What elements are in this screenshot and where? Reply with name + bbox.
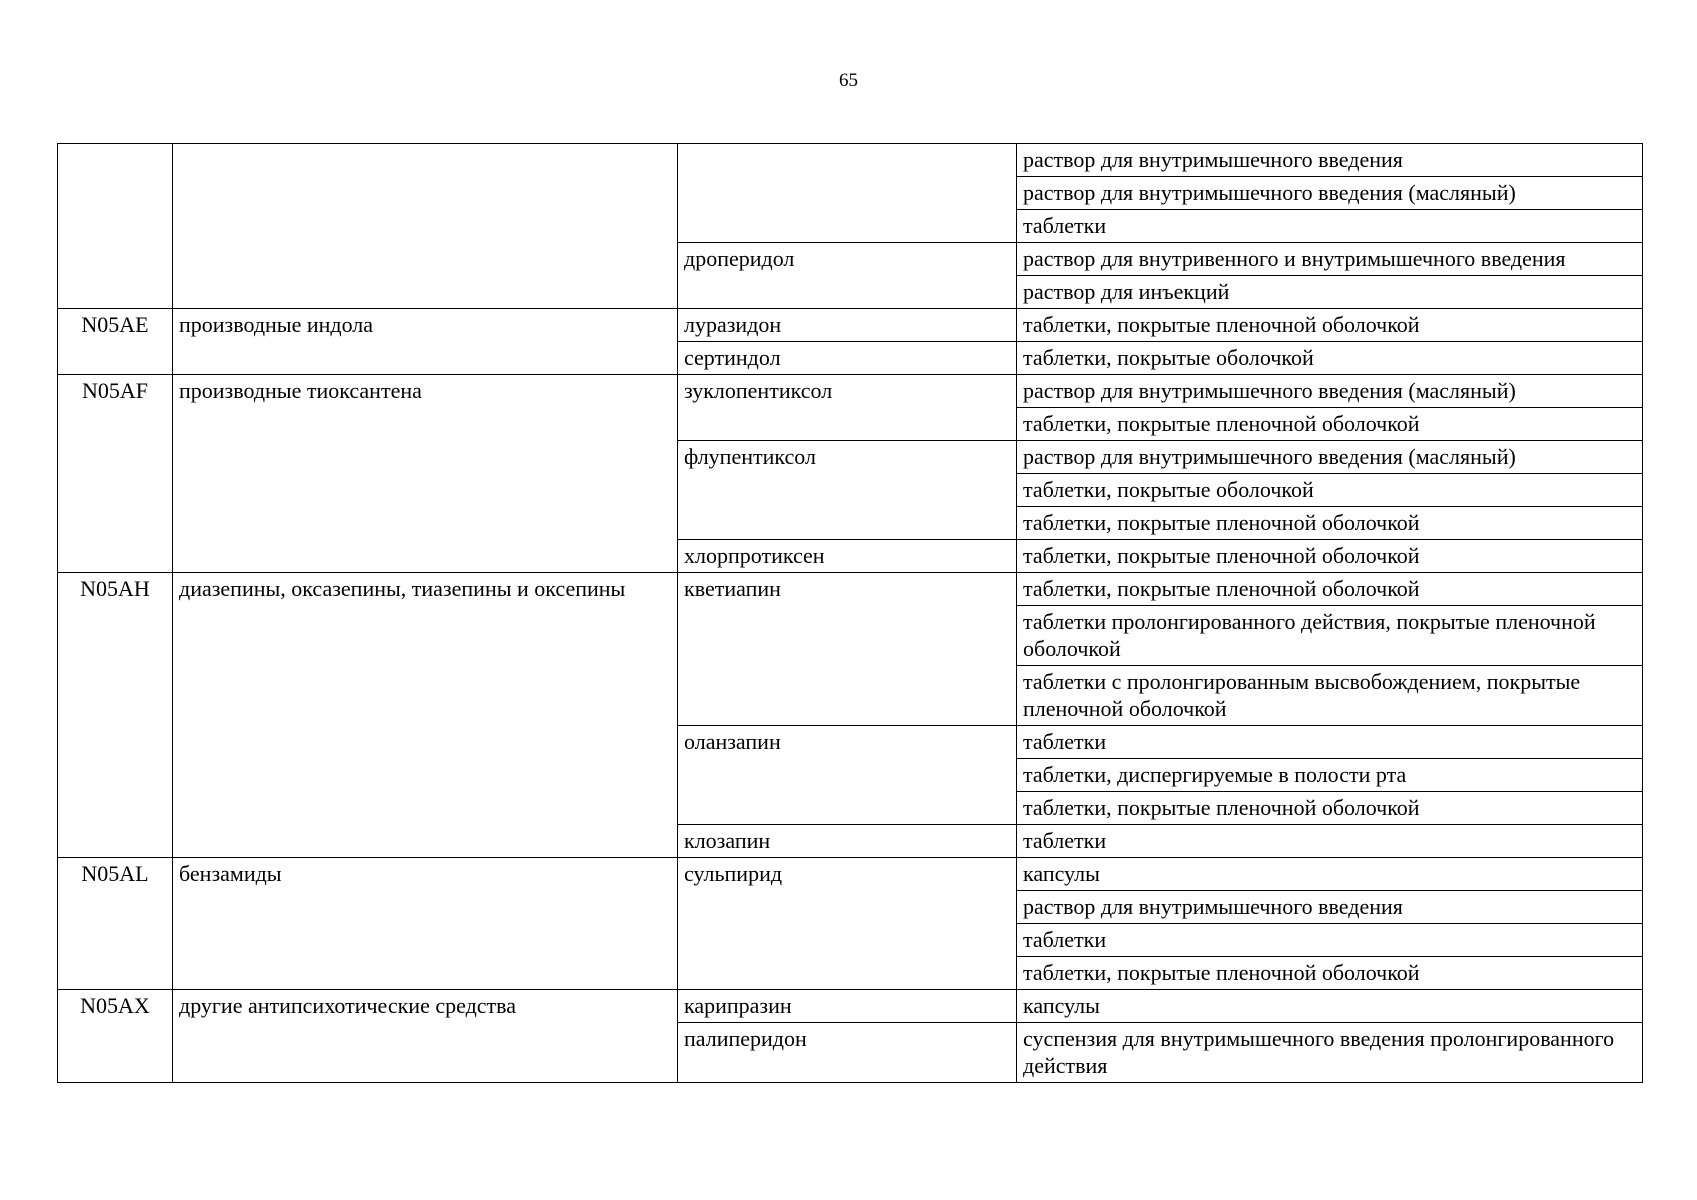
table-row <box>58 309 1643 342</box>
table-cell: N05AE <box>58 309 173 375</box>
table-cell: таблетки, покрытые пленочной оболочкой <box>1017 507 1643 540</box>
table-cell: таблетки, покрытые пленочной оболочкой <box>1017 957 1643 990</box>
table-cell: таблетки, покрытые оболочкой <box>1017 474 1643 507</box>
table-cell: таблетки пролонгированного действия, покрытые пленочной оболочкой <box>1017 606 1643 666</box>
table-cell: раствор для внутримышечного введения (масляный) <box>1017 177 1643 210</box>
table-row <box>58 990 1643 1023</box>
table-cell: флупентиксол <box>678 441 1017 540</box>
table-cell <box>173 144 678 309</box>
page-number: 65 <box>839 70 858 91</box>
table-cell: таблетки, покрытые пленочной оболочкой <box>1017 540 1643 573</box>
table-cell: кветиапин <box>678 573 1017 726</box>
table-cell: оланзапин <box>678 726 1017 825</box>
table-cell: капсулы <box>1017 858 1643 891</box>
table-cell: производные тиоксантена <box>173 375 678 573</box>
table-cell: клозапин <box>678 825 1017 858</box>
table-cell: дроперидол <box>678 243 1017 309</box>
table-cell: луразидон <box>678 309 1017 342</box>
table-cell: диазепины, оксазепины, тиазепины и оксепины <box>173 573 678 858</box>
table-cell <box>58 144 173 309</box>
table-cell <box>678 144 1017 243</box>
table-cell: N05AH <box>58 573 173 858</box>
table-cell: таблетки <box>1017 825 1643 858</box>
table-cell: таблетки, диспергируемые в полости рта <box>1017 759 1643 792</box>
table-cell: раствор для внутримышечного введения <box>1017 891 1643 924</box>
table-cell: раствор для внутримышечного введения (масляный) <box>1017 375 1643 408</box>
table-cell: таблетки с пролонгированным высвобождением, покрытые пленочной оболочкой <box>1017 666 1643 726</box>
table-cell: сульпирид <box>678 858 1017 990</box>
table-cell: таблетки <box>1017 210 1643 243</box>
table-body <box>58 144 1643 1083</box>
table-row <box>58 573 1643 606</box>
table-cell: хлорпротиксен <box>678 540 1017 573</box>
table-cell: зуклопентиксол <box>678 375 1017 441</box>
table-cell: N05AX <box>58 990 173 1083</box>
drug-table <box>57 143 1643 1083</box>
table-cell: раствор для инъекций <box>1017 276 1643 309</box>
table-cell: таблетки <box>1017 924 1643 957</box>
table-cell: таблетки, покрытые пленочной оболочкой <box>1017 792 1643 825</box>
table-cell: таблетки, покрытые пленочной оболочкой <box>1017 309 1643 342</box>
table-cell: капсулы <box>1017 990 1643 1023</box>
table-row <box>58 858 1643 891</box>
table-row <box>58 144 1643 177</box>
table-cell: другие антипсихотические средства <box>173 990 678 1083</box>
table-cell: производные индола <box>173 309 678 375</box>
table-cell: раствор для внутривенного и внутримышечного введения <box>1017 243 1643 276</box>
table-cell: таблетки, покрытые пленочной оболочкой <box>1017 573 1643 606</box>
table-cell: раствор для внутримышечного введения <box>1017 144 1643 177</box>
table-cell: раствор для внутримышечного введения (масляный) <box>1017 441 1643 474</box>
table-cell: таблетки, покрытые пленочной оболочкой <box>1017 408 1643 441</box>
table-cell: таблетки, покрытые оболочкой <box>1017 342 1643 375</box>
table-cell: суспензия для внутримышечного введения пролонгированного действия <box>1017 1023 1643 1083</box>
table-cell: сертиндол <box>678 342 1017 375</box>
table-row <box>58 375 1643 408</box>
table-cell: палиперидон <box>678 1023 1017 1083</box>
table-cell: бензамиды <box>173 858 678 990</box>
table-cell: карипразин <box>678 990 1017 1023</box>
table-cell: N05AL <box>58 858 173 990</box>
table-cell: таблетки <box>1017 726 1643 759</box>
table-cell: N05AF <box>58 375 173 573</box>
